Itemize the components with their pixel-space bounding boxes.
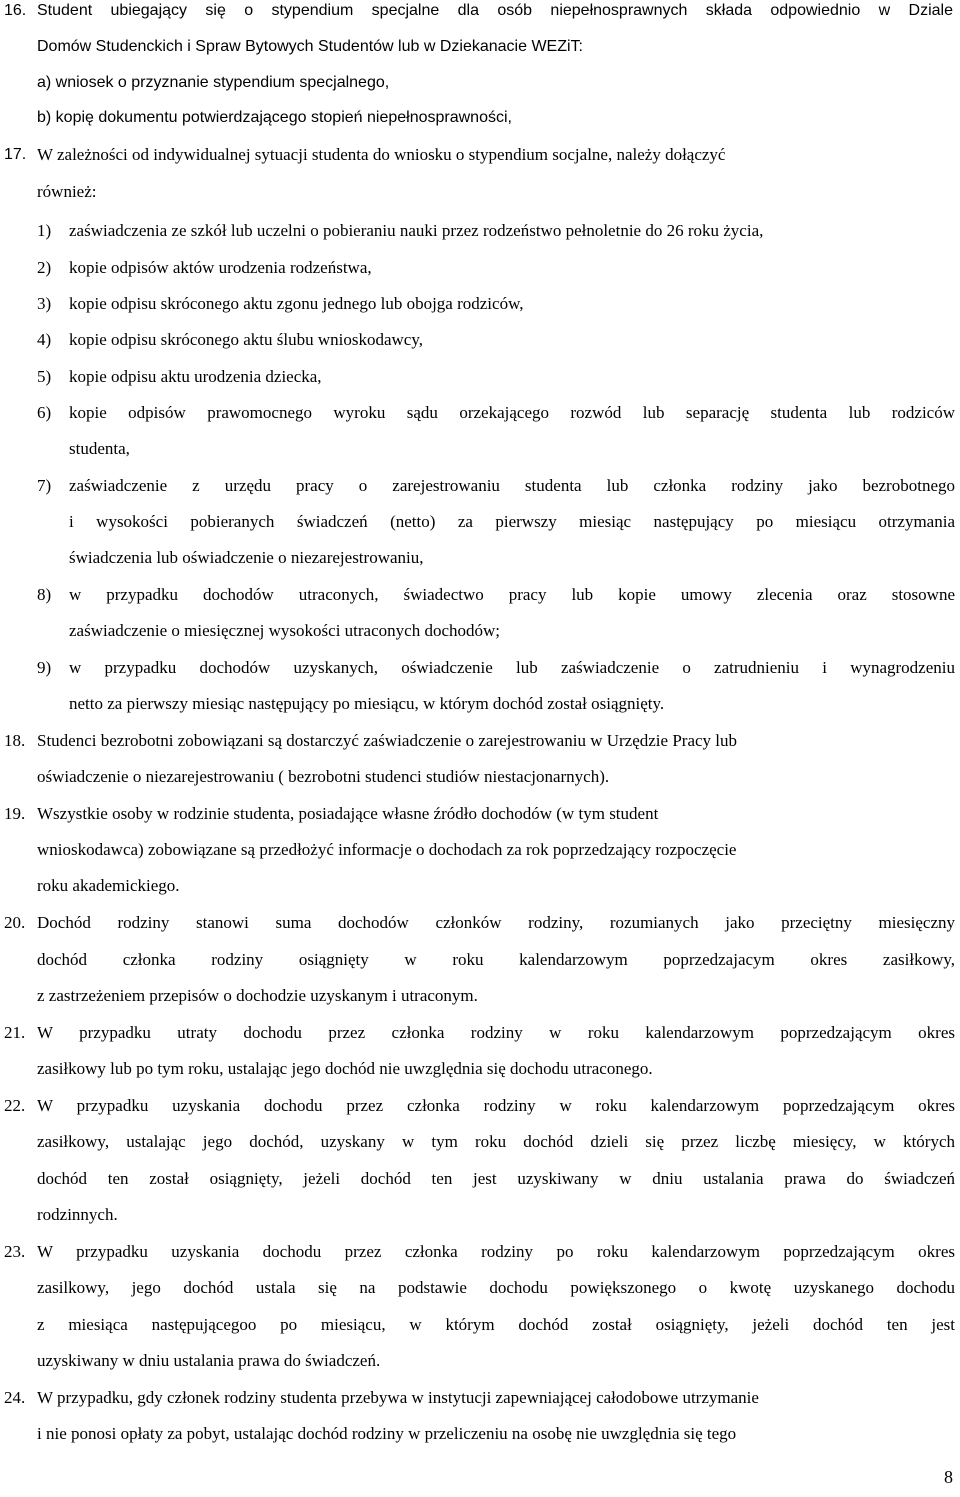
item-line: oświadczenie o niezarejestrowaniu ( bezrobotni studenci studiów niestacjonarnych). (37, 767, 610, 786)
item-line: Student ubiegający się o stypendium specjalne dla osób niepełnosprawnych składa odpowiednio w Dziale (37, 2, 953, 19)
sub-item-number: 7) (37, 476, 52, 495)
item-line: Wszystkie osoby w rodzinie studenta, posiadające własne źródło dochodów (w tym student (37, 804, 659, 823)
item-line: uzyskiwany w dniu ustalania prawa do świadczeń. (37, 1351, 381, 1370)
item-number: 22. (4, 1096, 26, 1115)
item-number: 16. (4, 2, 27, 19)
item-number: 18. (4, 731, 26, 750)
item-line: Dochód rodziny stanowi suma dochodów członków rodziny, rozumianych jako przeciętny miesięczny (37, 913, 955, 932)
sub-item-line: kopie odpisu skróconego aktu ślubu wnioskodawcy, (69, 330, 423, 349)
sub-item-line: kopie odpisów prawomocnego wyroku sądu orzekającego rozwód lub separację studenta lub rodziców (69, 403, 955, 422)
item-line: zasilkowy, jego dochód ustala się na podstawie dochodu powiększonego o kwotę uzyskanego dochodu (37, 1278, 955, 1297)
item-line: również: (37, 182, 97, 201)
sub-item-line: studenta, (69, 439, 130, 458)
item-line: Studenci bezrobotni zobowiązani są dostarczyć zaświadczenie o zarejestrowaniu w Urzędzie Pracy lub (37, 731, 738, 750)
item-number: 20. (4, 913, 26, 932)
item-line: zasiłkowy, ustalając jego dochód, uzyskany w tym roku dochód dzieli się przez liczbę miesięcy, w których (37, 1132, 955, 1151)
sub-item-line: kopie odpisu aktu urodzenia dziecka, (69, 367, 322, 386)
item-number: 21. (4, 1023, 26, 1042)
sub-item-line: w przypadku dochodów utraconych, świadectwo pracy lub kopie umowy zlecenia oraz stosowne (69, 585, 955, 604)
item-line: W zależności od indywidualnej sytuacji studenta do wniosku o stypendium socjalne, należy dołączyć (37, 145, 726, 164)
sub-item-number: 5) (37, 367, 52, 386)
item-number: 19. (4, 804, 26, 823)
sub-item-line: kopie odpisu skróconego aktu zgonu jednego lub obojga rodziców, (69, 294, 524, 313)
item-line: z miesiąca następującegoo po miesiącu, w którym dochód został osiągnięty, jeżeli dochód ten jest (37, 1315, 955, 1334)
sub-item-line: zaświadczenia ze szkół lub uczelni o pobieraniu nauki przez rodzeństwo pełnoletnie do 26 roku życia, (69, 221, 764, 240)
sub-item-number: 9) (37, 658, 52, 677)
item-number: 17. (4, 146, 27, 163)
sub-item-line: kopie odpisów aktów urodzenia rodzeństwa, (69, 258, 372, 277)
item-line: i nie ponosi opłaty za pobyt, ustalając dochód rodziny w przeliczeniu na osobę nie uwzględnia się tego (37, 1424, 737, 1443)
sub-item-number: 8) (37, 585, 52, 604)
item-line: z zastrzeżeniem przepisów o dochodzie uzyskanym i utraconym. (37, 986, 478, 1005)
sub-item-number: 6) (37, 403, 52, 422)
sub-item-line: netto za pierwszy miesiąc następujący po miesiącu, w którym dochód został osiągnięty. (69, 694, 665, 713)
sub-item-number: 3) (37, 294, 52, 313)
sub-item-line: świadczenia lub oświadczenie o niezarejestrowaniu, (69, 548, 424, 567)
sub-item-line: i wysokości pobieranych świadczeń (netto) za pierwszy miesiąc następujący po miesiącu otrzymania (69, 512, 955, 531)
item-line: rodzinnych. (37, 1205, 118, 1224)
item-line: zasiłkowy lub po tym roku, ustalając jego dochód nie uwzględnia się dochodu utraconego. (37, 1059, 653, 1078)
item-line: dochód członka rodziny osiągnięty w roku kalendarzowym poprzedzajacym okres zasiłkowy, (37, 950, 955, 969)
sub-item-number: 2) (37, 258, 52, 277)
item-number: 23. (4, 1242, 26, 1261)
sub-item-line: w przypadku dochodów uzyskanych, oświadczenie lub zaświadczenie o zatrudnieniu i wynagrodzeniu (69, 658, 955, 677)
sub-item-number: 1) (37, 221, 52, 240)
item-line: W przypadku uzyskania dochodu przez członka rodziny po roku kalendarzowym poprzedzającym okres (37, 1242, 955, 1261)
item-line: dochód ten został osiągnięty, jeżeli dochód ten jest uzyskiwany w dniu ustalania prawa do świadczeń (37, 1169, 955, 1188)
item-line: roku akademickiego. (37, 876, 180, 895)
item-line: a) wniosek o przyznanie stypendium specjalnego, (37, 74, 390, 91)
item-line: wnioskodawca) zobowiązane są przedłożyć informacje o dochodach za rok poprzedzający rozpoczęcie (37, 840, 737, 859)
item-number: 24. (4, 1388, 26, 1407)
page-number: 8 (944, 1467, 953, 1487)
item-line: b) kopię dokumentu potwierdzającego stopień niepełnosprawności, (37, 109, 512, 126)
item-line: W przypadku uzyskania dochodu przez członka rodziny w roku kalendarzowym poprzedzającym okres (37, 1096, 955, 1115)
item-line: W przypadku, gdy członek rodziny studenta przebywa w instytucji zapewniającej całodobowe utrzymanie (37, 1388, 759, 1407)
sub-item-line: zaświadczenie z urzędu pracy o zarejestrowaniu studenta lub członka rodziny jako bezrobotnego (69, 476, 955, 495)
sub-item-number: 4) (37, 330, 52, 349)
sub-item-line: zaświadczenie o miesięcznej wysokości utraconych dochodów; (69, 621, 500, 640)
item-line: Domów Studenckich i Spraw Bytowych Studentów lub w Dziekanacie WEZiT: (37, 38, 583, 55)
item-line: W przypadku utraty dochodu przez członka rodziny w roku kalendarzowym poprzedzającym okres (37, 1023, 955, 1042)
